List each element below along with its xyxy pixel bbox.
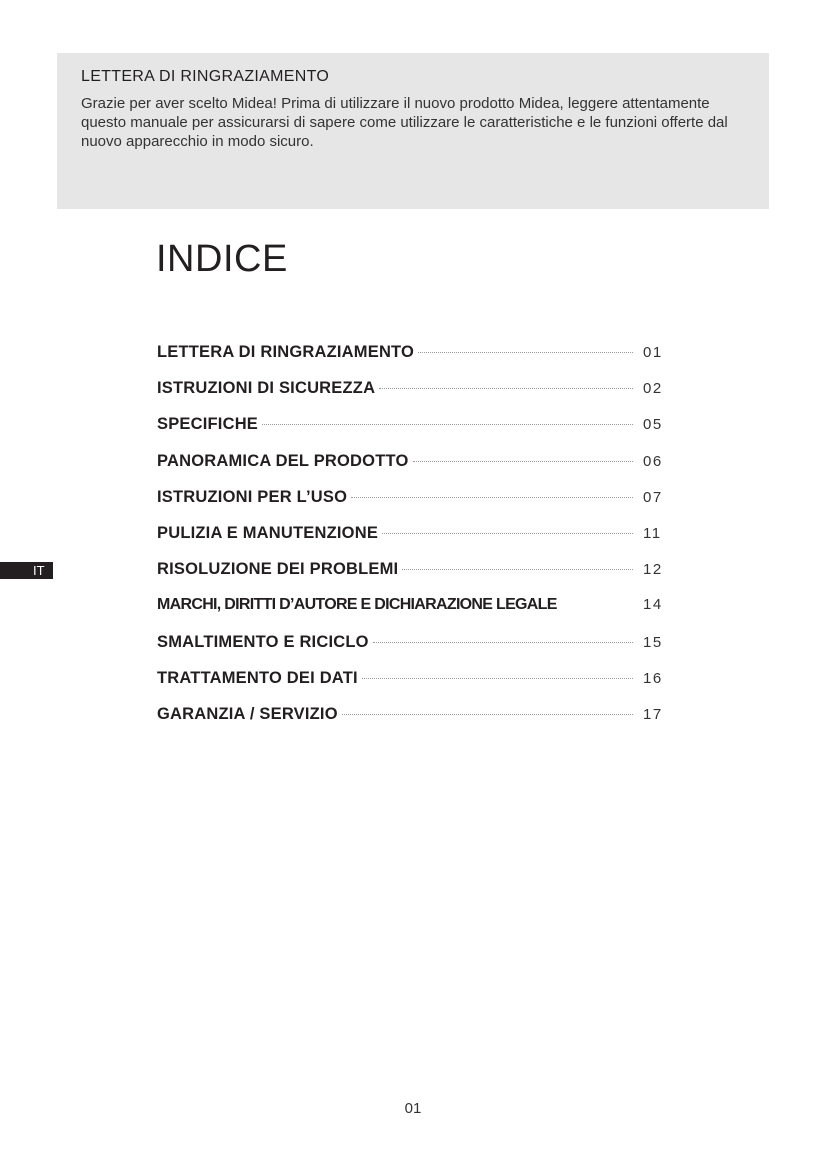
toc-entry-label: ISTRUZIONI PER L’USO — [157, 487, 348, 506]
toc-leader-dots — [342, 714, 633, 715]
page-number: 01 — [404, 1100, 422, 1117]
toc-leader-dots — [382, 533, 633, 534]
toc-entry-page: 14 — [643, 596, 663, 614]
toc-entry[interactable] — [157, 702, 667, 738]
toc-leader-dots — [373, 642, 633, 643]
index-title: INDICE — [156, 238, 288, 280]
table-of-contents — [157, 340, 667, 738]
toc-entry-label: MARCHI, DIRITTI D’AUTORE E DICHIARAZIONE LEGALE — [157, 596, 557, 614]
toc-leader-dots — [351, 497, 633, 498]
toc-entry[interactable] — [157, 557, 667, 593]
toc-entry[interactable] — [157, 340, 667, 376]
toc-entry-page: 12 — [643, 561, 663, 579]
toc-entry-label: LETTERA DI RINGRAZIAMENTO — [157, 343, 415, 361]
toc-entry-label: PANORAMICA DEL PRODOTTO — [157, 451, 409, 470]
toc-entry-page: 11 — [643, 524, 662, 542]
toc-leader-dots — [362, 678, 633, 679]
toc-entry-page: 07 — [643, 488, 663, 506]
toc-leader-dots — [262, 424, 633, 425]
thank-you-text: Grazie per aver scelto Midea! Prima di utilizzare il nuovo prodotto Midea, leggere attentamente questo manuale per assicurarsi di sapere come utilizzare le caratteristiche e le funzioni offerte dal nuovo apparecchio in modo sicuro. — [81, 95, 728, 150]
toc-entry-label: ISTRUZIONI DI SICUREZZA — [157, 379, 376, 398]
toc-leader-dots — [413, 461, 634, 462]
thank-you-title: LETTERA DI RINGRAZIAMENTO — [81, 68, 330, 85]
toc-entry[interactable] — [157, 666, 667, 702]
toc-entry[interactable] — [157, 412, 667, 448]
toc-entry-page: 15 — [643, 633, 663, 651]
toc-leader-dots — [402, 569, 633, 570]
toc-leader-dots — [379, 388, 633, 389]
toc-entry-label: SMALTIMENTO E RICICLO — [157, 632, 369, 651]
toc-entry[interactable] — [157, 593, 667, 629]
toc-entry-label: PULIZIA E MANUTENZIONE — [157, 523, 379, 542]
toc-entry-page: 17 — [643, 705, 663, 723]
thank-you-letter-box — [57, 53, 769, 209]
language-tab: IT — [0, 562, 53, 579]
toc-entry-label: GARANZIA / SERVIZIO — [157, 704, 338, 723]
toc-entry[interactable] — [157, 449, 667, 485]
toc-entry-label: TRATTAMENTO DEI DATI — [157, 668, 358, 687]
toc-entry[interactable] — [157, 630, 667, 666]
toc-leader-dots — [418, 352, 633, 353]
toc-entry[interactable] — [157, 485, 667, 521]
toc-entry-page: 01 — [643, 344, 663, 361]
toc-entry-label: SPECIFICHE — [157, 415, 259, 434]
toc-entry[interactable] — [157, 376, 667, 412]
toc-entry[interactable] — [157, 521, 667, 557]
toc-entry-page: 02 — [643, 380, 663, 398]
toc-entry-label: RISOLUZIONE DEI PROBLEMI — [157, 560, 399, 579]
toc-entry-page: 05 — [643, 416, 663, 434]
toc-entry-page: 16 — [643, 669, 663, 687]
toc-entry-page: 06 — [643, 452, 663, 470]
